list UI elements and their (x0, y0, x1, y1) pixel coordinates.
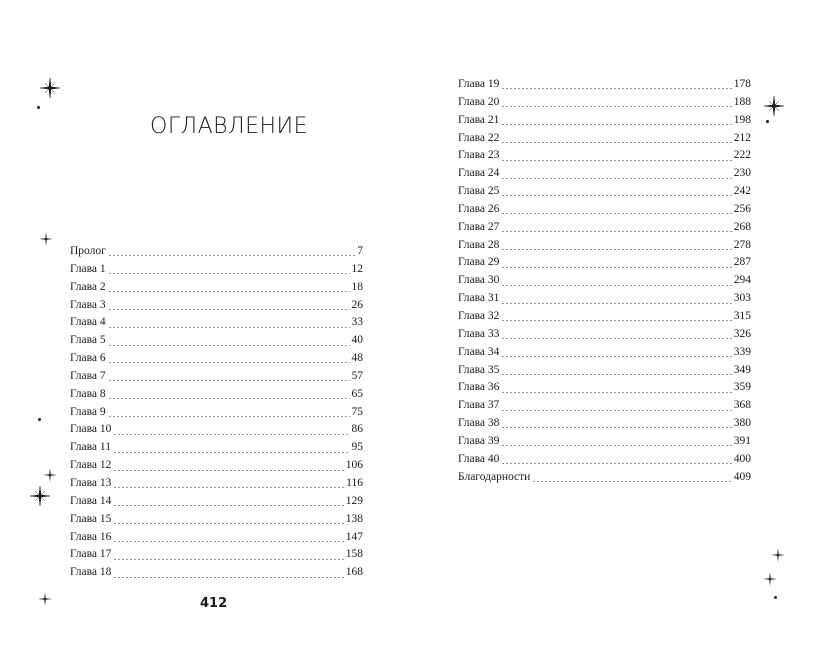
toc-entry (458, 326, 751, 344)
toc-entry (70, 457, 363, 475)
toc-leader-dots (108, 416, 350, 417)
toc-entry-page: 26 (351, 298, 363, 311)
toc-entry-title: Глава 7 (70, 369, 106, 382)
toc-entry (70, 439, 363, 457)
sparkle-icon (771, 548, 785, 562)
toc-entry-page: 12 (351, 262, 363, 275)
toc-leader-dots (501, 410, 731, 411)
toc-leader-dots (113, 577, 343, 578)
toc-leader-dots (113, 470, 343, 471)
toc-right-column (458, 76, 751, 486)
toc-entry-page: 212 (733, 131, 751, 144)
toc-entry-page: 33 (351, 316, 363, 329)
toc-entry-title: Глава 34 (458, 345, 500, 358)
toc-leader-dots (501, 249, 731, 250)
toc-entry-title: Глава 23 (458, 149, 500, 162)
toc-entry-title: Глава 8 (70, 387, 106, 400)
toc-entry-page: 242 (733, 185, 751, 198)
toc-entry (458, 219, 751, 237)
toc-leader-dots (113, 505, 343, 506)
toc-entry-title: Глава 4 (70, 316, 106, 329)
toc-entry-title: Глава 9 (70, 405, 106, 418)
toc-entry-title: Глава 24 (458, 167, 500, 180)
toc-entry-title: Глава 1 (70, 262, 106, 275)
toc-entry-title: Глава 32 (458, 309, 500, 322)
toc-entry-page: 75 (351, 405, 363, 418)
toc-leader-dots (108, 380, 350, 381)
toc-entry-page: 222 (733, 149, 751, 162)
toc-entry (458, 415, 751, 433)
toc-leader-dots (108, 345, 350, 346)
toc-leader-dots (501, 231, 731, 232)
toc-leader-dots (501, 213, 731, 214)
toc-leader-dots (113, 559, 343, 560)
toc-entry-title: Глава 16 (70, 530, 112, 543)
toc-entry-page: 326 (733, 327, 751, 340)
toc-entry (458, 362, 751, 380)
sparkle-icon (38, 592, 52, 606)
toc-leader-dots (108, 398, 350, 399)
toc-entry (458, 165, 751, 183)
toc-entry-page: 198 (733, 113, 751, 126)
toc-entry-title: Глава 39 (458, 434, 500, 447)
toc-leader-dots (501, 374, 731, 375)
toc-leader-dots (108, 291, 350, 292)
toc-entry-page: 278 (733, 238, 751, 251)
toc-entry (458, 379, 751, 397)
toc-entry (458, 237, 751, 255)
sparkle-icon (43, 468, 57, 482)
toc-entry-title: Глава 3 (70, 298, 106, 311)
toc-entry-title: Глава 19 (458, 78, 500, 90)
toc-entry-title: Глава 31 (458, 292, 500, 305)
toc-leader-dots (532, 481, 731, 482)
toc-entry-page: 303 (733, 292, 751, 305)
toc-leader-dots (501, 106, 731, 107)
toc-entry-page: 339 (733, 345, 751, 358)
toc-leader-dots (501, 320, 731, 321)
toc-entry (458, 76, 751, 94)
toc-entry-title: Глава 38 (458, 417, 500, 430)
toc-entry (458, 290, 751, 308)
toc-entry (458, 201, 751, 219)
toc-leader-dots (501, 463, 731, 464)
toc-entry (70, 314, 363, 332)
toc-entry-page: 268 (733, 220, 751, 233)
toc-entry-title: Глава 2 (70, 280, 106, 293)
toc-leader-dots (108, 255, 355, 256)
toc-entry-page: 368 (733, 399, 751, 412)
toc-entry-title: Глава 20 (458, 95, 500, 108)
toc-entry-page: 65 (351, 387, 363, 400)
toc-leader-dots (501, 88, 731, 89)
toc-entry-page: 106 (345, 459, 363, 472)
toc-entry-title: Глава 28 (458, 238, 500, 251)
toc-entry (458, 94, 751, 112)
toc-leader-dots (108, 273, 350, 274)
toc-entry (70, 404, 363, 422)
toc-entry-title: Глава 10 (70, 423, 112, 436)
page-number: 412 (200, 596, 228, 611)
toc-leader-dots (113, 434, 349, 435)
toc-entry (458, 344, 751, 362)
toc-entry (458, 183, 751, 201)
toc-leader-dots (501, 392, 731, 393)
toc-entry-page: 86 (351, 423, 363, 436)
toc-entry-title: Глава 37 (458, 399, 500, 412)
toc-entry-title: Глава 21 (458, 113, 500, 126)
toc-leader-dots (501, 427, 731, 428)
sparkle-icon (40, 78, 60, 98)
toc-entry-title: Глава 12 (70, 459, 112, 472)
toc-entry (70, 546, 363, 564)
toc-entry-title: Глава 14 (70, 494, 112, 507)
toc-leader-dots (501, 195, 731, 196)
toc-leader-dots (108, 309, 350, 310)
toc-entry (458, 433, 751, 451)
toc-entry-page: 147 (345, 530, 363, 543)
toc-entry-title: Глава 15 (70, 512, 112, 525)
toc-leader-dots (113, 541, 343, 542)
toc-entry (70, 511, 363, 529)
toc-entry-page: 168 (345, 566, 363, 579)
toc-entry (458, 308, 751, 326)
toc-entry-title: Глава 18 (70, 566, 112, 579)
toc-leader-dots (108, 327, 350, 328)
sparkle-icon (39, 232, 53, 246)
sparkle-icon (764, 96, 784, 116)
toc-leader-dots (501, 267, 731, 268)
toc-entry-page: 95 (351, 441, 363, 454)
toc-entry-page: 158 (345, 548, 363, 561)
toc-entry-title: Глава 26 (458, 202, 500, 215)
toc-entry-page: 391 (733, 434, 751, 447)
page-title: ОГЛАВЛЕНИЕ (150, 114, 309, 139)
toc-leader-dots (501, 285, 731, 286)
toc-entry-title: Глава 36 (458, 381, 500, 394)
toc-entry (70, 332, 363, 350)
sparkle-icon (763, 572, 777, 586)
dot-icon (37, 106, 40, 109)
toc-entry-page: 409 (733, 470, 751, 483)
toc-entry (70, 279, 363, 297)
toc-entry (70, 421, 363, 439)
toc-entry-page: 178 (733, 78, 751, 90)
toc-leader-dots (108, 362, 350, 363)
toc-entry-title: Глава 22 (458, 131, 500, 144)
toc-entry (70, 493, 363, 511)
toc-entry-page: 349 (733, 363, 751, 376)
toc-entry-page: 40 (351, 334, 363, 347)
toc-leader-dots (113, 452, 350, 453)
toc-entry (70, 529, 363, 547)
toc-entry (70, 243, 363, 261)
dot-icon (766, 120, 769, 123)
toc-entry-page: 359 (733, 381, 751, 394)
toc-entry-title: Глава 5 (70, 334, 106, 347)
toc-entry-page: 7 (357, 245, 363, 257)
toc-entry-title: Глава 29 (458, 256, 500, 269)
toc-leader-dots (113, 487, 344, 488)
toc-entry (70, 475, 363, 493)
dot-icon (38, 418, 41, 421)
toc-entry-title: Глава 17 (70, 548, 112, 561)
sparkle-icon (30, 486, 50, 506)
toc-entry (458, 272, 751, 290)
toc-entry-page: 48 (351, 352, 363, 365)
toc-leader-dots (501, 338, 731, 339)
toc-entry-title: Глава 6 (70, 352, 106, 365)
toc-entry-page: 138 (345, 512, 363, 525)
toc-entry-page: 188 (733, 95, 751, 108)
toc-entry-title: Глава 11 (70, 441, 111, 454)
toc-entry (458, 130, 751, 148)
toc-leader-dots (501, 142, 731, 143)
toc-entry-title: Глава 25 (458, 185, 500, 198)
toc-leader-dots (501, 303, 731, 304)
toc-entry (458, 451, 751, 469)
toc-entry-title: Глава 13 (70, 476, 112, 489)
toc-leader-dots (501, 356, 731, 357)
toc-entry-page: 400 (733, 452, 751, 465)
toc-leader-dots (501, 445, 731, 446)
toc-entry (70, 297, 363, 315)
toc-entry-page: 18 (351, 280, 363, 293)
toc-entry-title: Глава 33 (458, 327, 500, 340)
toc-entry-title: Глава 30 (458, 274, 500, 287)
toc-entry-page: 380 (733, 417, 751, 430)
dot-icon (774, 596, 777, 599)
toc-entry-page: 256 (733, 202, 751, 215)
toc-entry (70, 386, 363, 404)
toc-entry-title: Глава 40 (458, 452, 500, 465)
toc-entry-title: Глава 27 (458, 220, 500, 233)
toc-entry (458, 397, 751, 415)
toc-entry (70, 261, 363, 279)
toc-leader-dots (501, 160, 731, 161)
toc-entry-title: Пролог (70, 245, 106, 257)
toc-left-column (70, 243, 363, 582)
toc-entry-page: 129 (345, 494, 363, 507)
toc-entry-page: 116 (346, 476, 363, 489)
toc-entry (458, 112, 751, 130)
toc-entry-page: 294 (733, 274, 751, 287)
toc-entry-page: 230 (733, 167, 751, 180)
toc-entry-title: Благодарности (458, 470, 531, 483)
toc-entry (458, 254, 751, 272)
toc-entry (458, 469, 751, 487)
toc-entry (70, 368, 363, 386)
toc-leader-dots (501, 178, 731, 179)
toc-entry (70, 564, 363, 582)
toc-entry-page: 315 (733, 309, 751, 322)
toc-entry (458, 147, 751, 165)
toc-entry (70, 350, 363, 368)
toc-leader-dots (113, 523, 343, 524)
toc-leader-dots (501, 124, 731, 125)
toc-entry-title: Глава 35 (458, 363, 500, 376)
toc-entry-page: 287 (733, 256, 751, 269)
toc-entry-page: 57 (351, 369, 363, 382)
